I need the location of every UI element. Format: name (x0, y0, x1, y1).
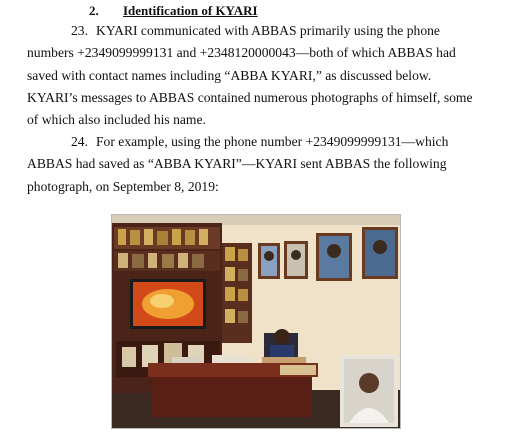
paragraph-line: ABBAS had saved as “ABBA KYARI”—KYARI sent ABBAS the following (27, 156, 447, 172)
office-photograph (111, 214, 401, 429)
paragraph-line: KYARI’s messages to ABBAS contained numerous photographs of himself, some (27, 89, 473, 105)
paragraph-line: of which also included his name. (27, 112, 206, 128)
section-number: 2. (89, 3, 99, 18)
paragraph-line: saved with contact names including “ABBA KYARI,” as discussed below. (27, 67, 432, 83)
paragraph-number: 23. (71, 23, 88, 38)
paragraph-line: 24. For example, using the phone number +2349099999131—which (27, 131, 485, 153)
paragraph-line: 23. KYARI communicated with ABBAS primarily using the phone (27, 20, 485, 42)
section-title: Identification of KYARI (123, 3, 258, 18)
section-heading (89, 3, 258, 19)
paragraph-line: numbers +2349099999131 and +2348120000043—both of which ABBAS had (27, 45, 456, 61)
paragraph-line: photograph, on September 8, 2019: (27, 178, 219, 194)
paragraph-number: 24. (71, 134, 88, 149)
office-photo-illustration (112, 215, 400, 428)
paragraph-23 (27, 20, 485, 131)
paragraph-24 (27, 131, 485, 198)
person (274, 329, 290, 345)
